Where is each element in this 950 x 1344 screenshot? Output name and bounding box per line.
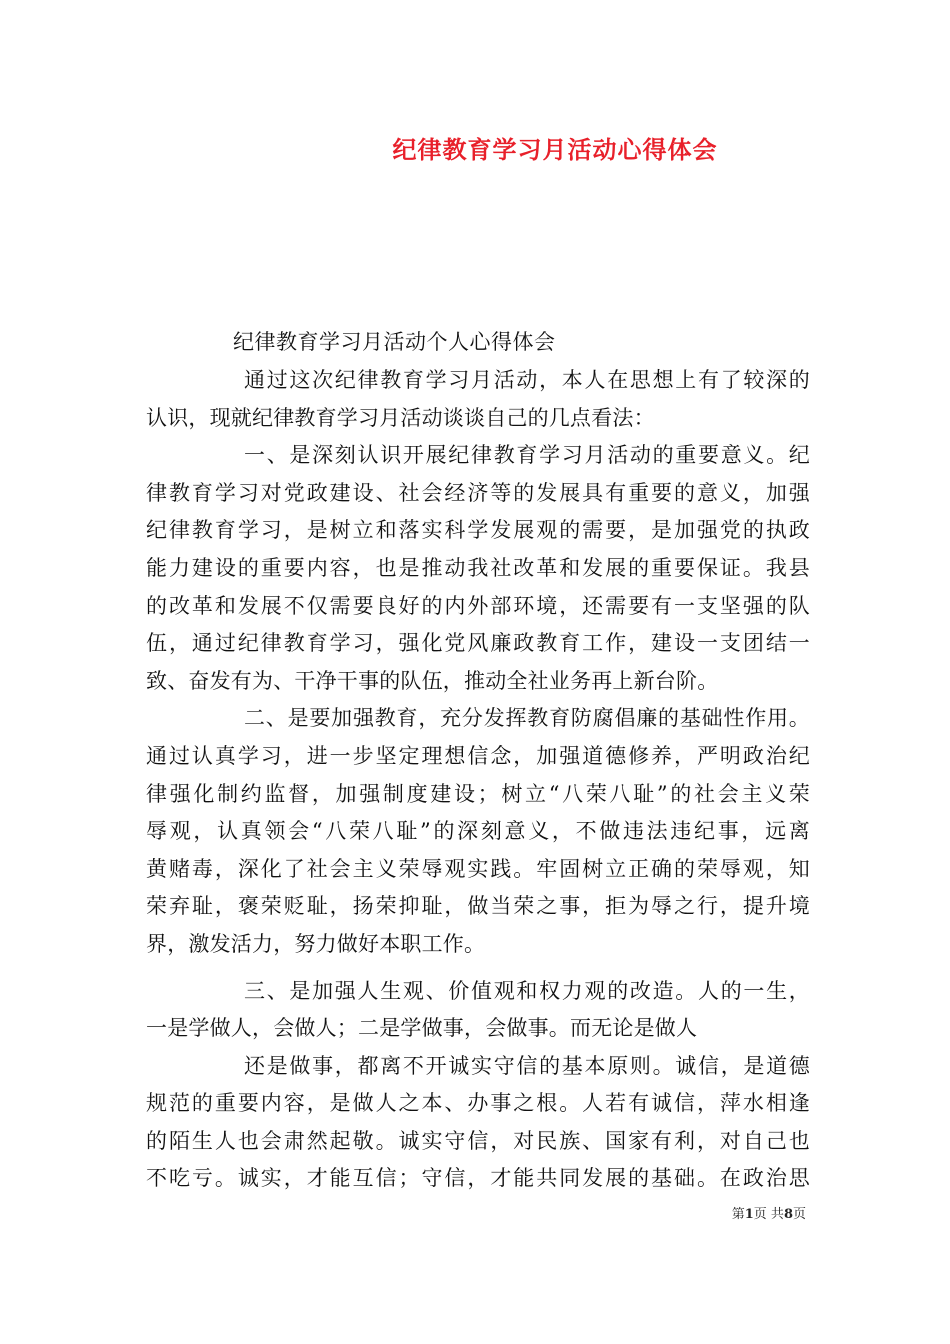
body-line: 还是做事，都离不开诚实守信的基本原则。诚信，是道德 — [244, 1053, 810, 1078]
document-body — [146, 362, 810, 1198]
total-page-count: 8 — [783, 1207, 793, 1222]
footer-suffix: 页 — [792, 1207, 806, 1222]
body-line: 律教育学习对党政建设、社会经济等的发展具有重要的意义，加强 — [146, 480, 810, 505]
body-line: 通过这次纪律教育学习月活动，本人在思想上有了较深的 — [244, 368, 810, 392]
body-line: 纪律教育学习，是树立和落实科学发展观的需要，是加强党的执政 — [146, 518, 810, 543]
body-line: 规范的重要内容，是做人之本、办事之根。人若有诚信，萍水相逢 — [146, 1091, 810, 1116]
body-line: 伍，通过纪律教育学习，强化党风廉政教育工作，建设一支团结一 — [146, 631, 810, 656]
body-line: 界，激发活力，努力做好本职工作。 — [146, 931, 486, 956]
body-line: 的陌生人也会肃然起敬。诚实守信，对民族、国家有利，对自己也 — [146, 1128, 810, 1153]
document-title: 纪律教育学习月活动心得体会 — [392, 135, 718, 164]
body-line: 辱观，认真领会“八荣八耻”的深刻意义，不做违法违纪事，远离 — [146, 819, 810, 844]
body-line: 的改革和发展不仅需要良好的内外部环境，还需要有一支坚强的队 — [146, 593, 810, 618]
current-page-number: 1 — [744, 1207, 754, 1222]
body-line: 通过认真学习，进一步坚定理想信念，加强道德修养，严明政治纪 — [146, 743, 810, 768]
body-line: 荣弃耻，褒荣贬耻，扬荣抑耻，做当荣之事，拒为辱之行，提升境 — [146, 894, 810, 919]
body-line: 二、是要加强教育，充分发挥教育防腐倡廉的基础性作用。 — [244, 706, 810, 731]
body-line: 三、是加强人生观、价值观和权力观的改造。人的一生， — [244, 978, 810, 1003]
body-line: 不吃亏。诚实，才能互信；守信，才能共同发展的基础。在政治思 — [146, 1166, 810, 1191]
body-line: 一是学做人，会做人；二是学做事，会做事。而无论是做人 — [146, 1016, 698, 1041]
body-line: 能力建设的重要内容，也是推动我社改革和发展的重要保证。我县 — [146, 555, 810, 580]
body-line: 一、是深刻认识开展纪律教育学习月活动的重要意义。纪 — [244, 443, 810, 468]
page-number-footer — [0, 1203, 806, 1222]
footer-middle: 页 共 — [753, 1207, 784, 1222]
body-line: 黄赌毒，深化了社会主义荣辱观实践。牢固树立正确的荣辱观，知 — [146, 856, 810, 881]
footer-prefix: 第 — [731, 1207, 745, 1222]
document-subtitle: 纪律教育学习月活动个人心得体会 — [233, 330, 556, 354]
body-line: 致、奋发有为、干净干事的队伍，推动全社业务再上新台阶。 — [146, 668, 719, 693]
body-line: 认识，现就纪律教育学习月活动谈谈自己的几点看法： — [146, 405, 655, 430]
body-line: 律强化制约监督，加强制度建设；树立“八荣八耻”的社会主义荣 — [146, 781, 810, 806]
